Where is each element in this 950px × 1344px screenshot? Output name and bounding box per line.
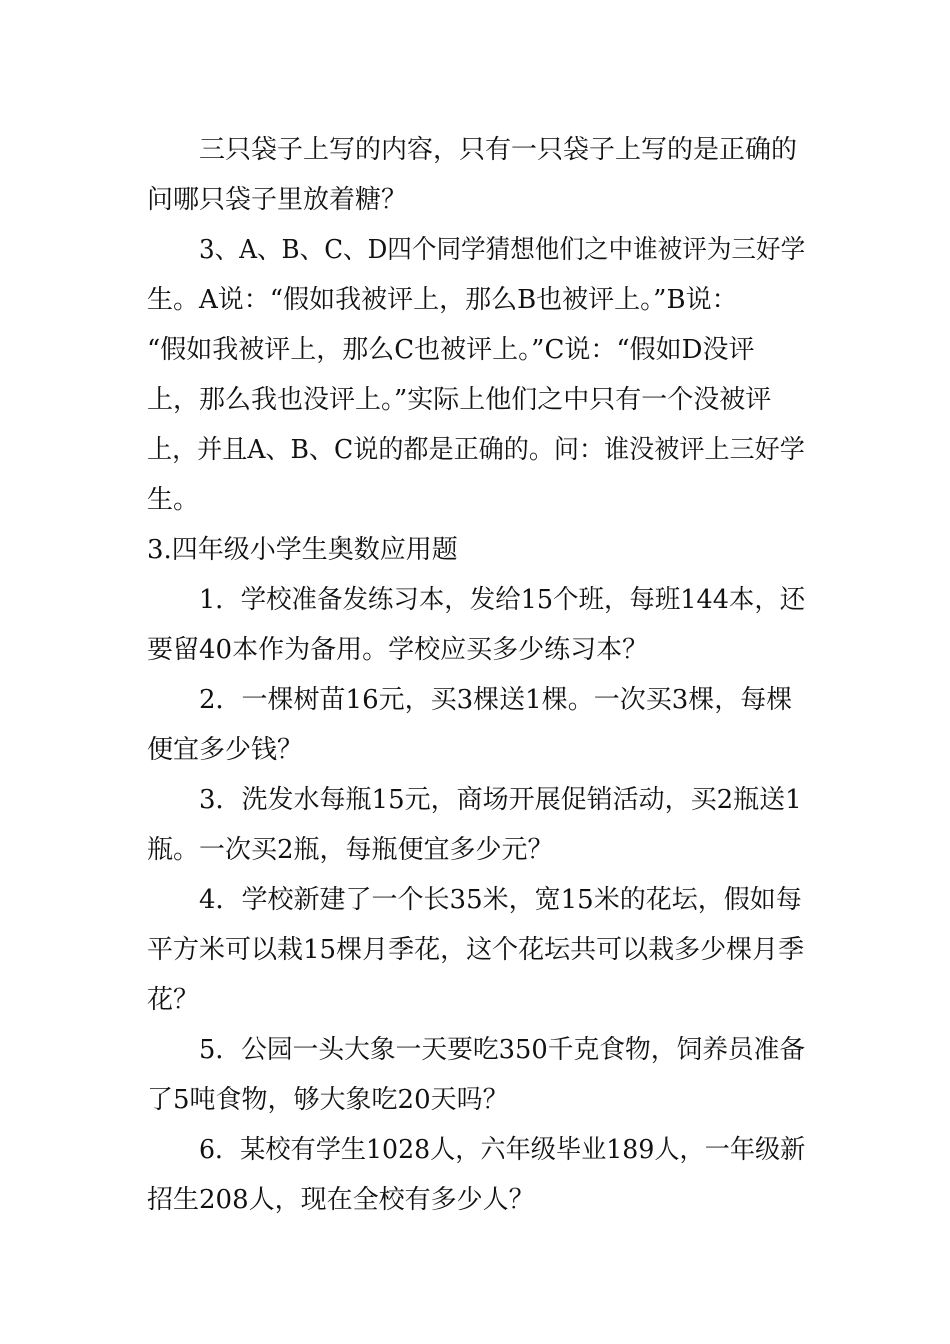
question-line: 4．学校新建了一个长35米，宽15米的花坛，假如每 xyxy=(199,885,802,915)
paragraph-line: 便宜多少钱？ xyxy=(147,735,304,765)
paragraph-line: 要留40本作为备用。学校应买多少练习本？ xyxy=(147,635,649,665)
section-heading: 3.四年级小学生奥数应用题 xyxy=(147,535,458,565)
paragraph-line: 上，那么我也没评上。”实际上他们之中只有一个没被评 xyxy=(147,385,772,415)
paragraph-line: 花？ xyxy=(147,985,200,1015)
question-line: 2．一棵树苗16元，买3棵送1棵。一次买3棵，每棵 xyxy=(199,685,793,715)
question-line: 1．学校准备发练习本，发给15个班，每班144本，还 xyxy=(199,585,806,615)
paragraph-line: 瓶。一次买2瓶，每瓶便宜多少元？ xyxy=(147,835,554,865)
question-line: 5．公园一头大象一天要吃350千克食物，饲养员准备 xyxy=(199,1035,806,1065)
paragraph-line: 生。A说：“假如我被评上，那么B也被评上。”B说： xyxy=(147,285,738,315)
question-line: 6．某校有学生1028人，六年级毕业189人，一年级新 xyxy=(199,1135,806,1165)
question-line: 3．洗发水每瓶15元，商场开展促销活动，买2瓶送1 xyxy=(199,785,802,815)
question-line: 3、A、B、C、D四个同学猜想他们之中谁被评为三好学 xyxy=(199,235,806,265)
paragraph-line: “假如我被评上，那么C也被评上。”C说：“假如D没评 xyxy=(147,335,755,365)
paragraph-line: 上，并且A、B、C说的都是正确的。问：谁没被评上三好学 xyxy=(147,435,805,465)
paragraph-line: 了5吨食物，够大象吃20天吗？ xyxy=(147,1085,509,1115)
paragraph-line: 平方米可以栽15棵月季花，这个花坛共可以栽多少棵月季 xyxy=(147,935,805,965)
paragraph-line: 问哪只袋子里放着糖？ xyxy=(147,185,408,215)
paragraph-line: 生。 xyxy=(147,485,200,515)
paragraph-line: 招生208人，现在全校有多少人？ xyxy=(147,1185,535,1215)
paragraph-line: 三只袋子上写的内容，只有一只袋子上写的是正确的 xyxy=(199,135,798,165)
